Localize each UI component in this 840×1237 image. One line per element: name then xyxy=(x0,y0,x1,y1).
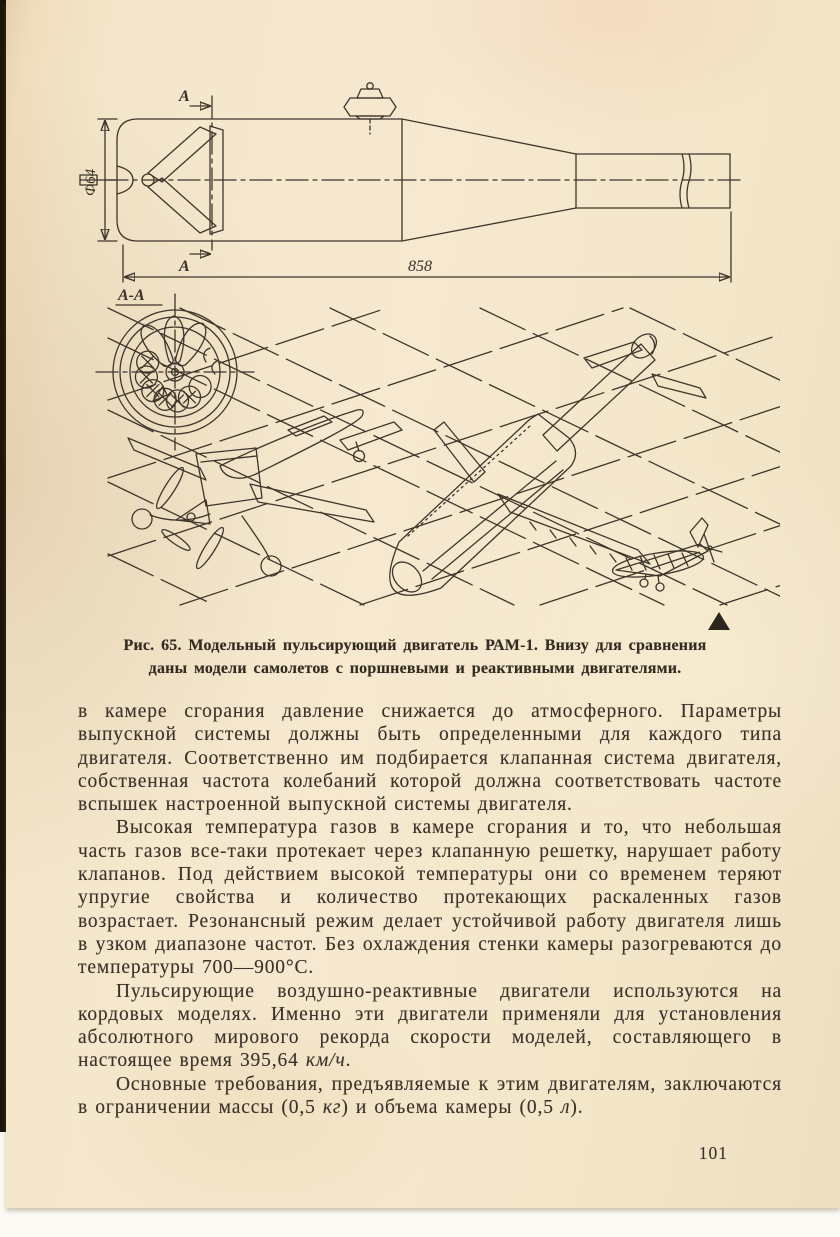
paragraph-3-units: км/ч xyxy=(305,1050,346,1072)
caption-line-2: даны модели самолетов с поршневыми и реактивными двигателями. xyxy=(148,660,682,677)
paragraph-4-units1: кг xyxy=(322,1097,342,1119)
caption-line-1: Рис. 65. Модельный пульсирующий двигатель РАМ-1. Внизу для сравнения xyxy=(123,637,707,654)
dim-diameter-label: Ф64 xyxy=(83,168,99,196)
section-view-a-a xyxy=(96,294,254,450)
paragraph-2-text: Высокая температура газов в камере сгорания и то, что небольшая часть газов все-таки протекает через клапанную решетку, нарушает работу клапанов. Под действием высокой температуры они со временем теряют упругие свойства и количество протекающих раскаленных газов возрастает. Резонансный режим делает устойчивой работу двигателя лишь в узком диапазоне частот. Без охлаждения стенки камеры разогреваются до температуры 700—900°С. xyxy=(78,817,782,979)
floor-grid xyxy=(108,308,780,605)
paragraph-1 xyxy=(78,700,782,816)
figure-65-illustration xyxy=(60,70,780,610)
paragraph-4-units2: л xyxy=(561,1097,571,1119)
body-text xyxy=(78,700,782,1119)
section-view-label: А-А xyxy=(118,287,145,304)
caption-marker-triangle xyxy=(708,612,730,630)
paragraph-4-text1: Основные требования, предъявляемые к этим двигателям, заключаются в ограничении массы (0,5 xyxy=(78,1073,782,1119)
paragraph-3 xyxy=(78,980,782,1073)
paragraph-3-end: . xyxy=(345,1050,352,1072)
paragraph-4 xyxy=(78,1073,782,1120)
paragraph-3-text: Пульсирующие воздушно-реактивные двигатели используются на кордовых моделях. Именно эти двигатели применяли для установления абсолютного мирового рекорда скорости моделей, составляющего в настоящее время 395,64 xyxy=(78,980,782,1072)
spark-plug xyxy=(344,83,396,134)
paragraph-4-text2: ) и объема камеры (0,5 xyxy=(341,1097,562,1119)
small-model xyxy=(611,518,722,591)
models-illustration xyxy=(128,329,722,597)
figure-caption xyxy=(70,634,760,680)
section-mark-bottom: А xyxy=(179,258,190,275)
page-number: 101 xyxy=(698,1143,728,1163)
paragraph-4-text3: ). xyxy=(570,1097,584,1119)
engine-side-view xyxy=(80,83,740,305)
paragraph-2 xyxy=(78,816,782,979)
section-mark-top: А xyxy=(179,88,190,105)
paragraph-1-text: в камере сгорания давление снижается до атмосферного. Параметры выпускной системы должны быть определенными для каждого типа двигателя. Соответственно им подбирается клапанная система двигателя, собственная частота колебаний которой должна соответствовать частоте вспышек настроенной выпускной системы двигателя. xyxy=(78,701,782,816)
page-paper xyxy=(6,0,840,1208)
dim-length-label: 858 xyxy=(408,258,432,275)
